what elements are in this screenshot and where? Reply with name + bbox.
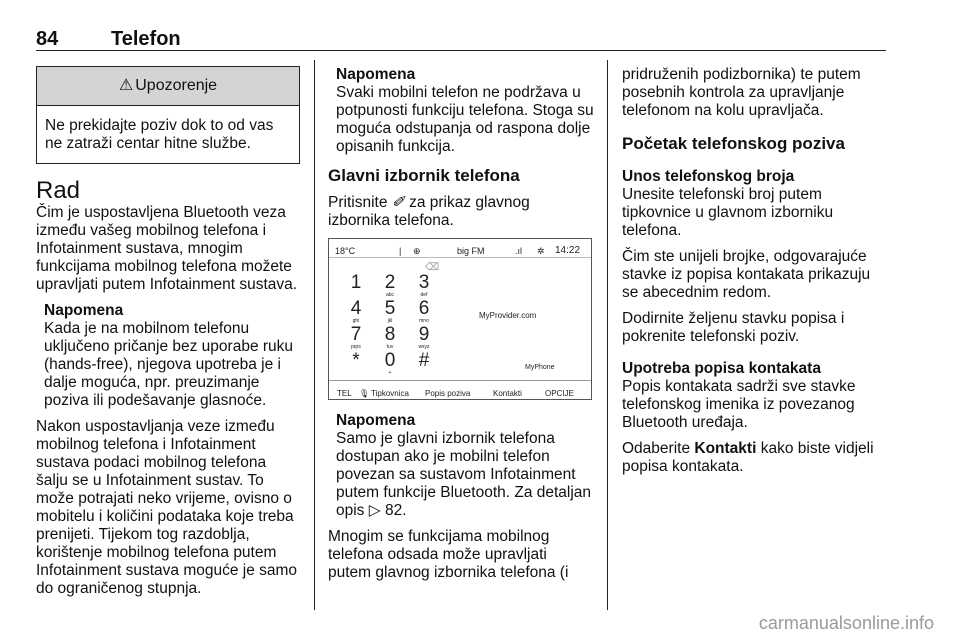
clock: 14:22 xyxy=(555,245,581,256)
keypad-key: 4 ghi xyxy=(350,298,362,324)
screen-tab-bar xyxy=(329,380,591,399)
column-divider xyxy=(607,60,608,610)
paragraph-text: za prikaz glavnog izbornika telefona. xyxy=(328,194,530,229)
tab-tel: TEL xyxy=(337,389,352,398)
phone-main-menu-screenshot xyxy=(328,238,592,400)
temperature: 18°C xyxy=(335,246,356,256)
column-3 xyxy=(622,66,888,484)
note-title: Napomena xyxy=(44,302,124,319)
paragraph: Mnogim se funkcijama mobilnog telefona odsada može upravljati putem glavnog izbornika telefona (i xyxy=(328,528,569,581)
note-text: Svaki mobilni telefon ne podržava u potpunosti funkciju telefona. Stoga su moguća odstupanja od raspona dolje opisanih funkcija. xyxy=(336,84,594,155)
warning-icon: ⚠ xyxy=(118,77,134,94)
phone-name: MyPhone xyxy=(525,364,555,371)
provider-name: MyProvider.com xyxy=(479,311,537,320)
note xyxy=(44,302,300,410)
backspace-icon: ⌫ xyxy=(425,262,440,273)
keypad-key: 7 pqrs xyxy=(350,324,362,350)
watermark: carmanualsonline.info xyxy=(758,613,934,633)
column-2 xyxy=(328,66,594,590)
column-divider xyxy=(314,60,315,610)
paragraph: pridruženih podizbornika) te putem posebnih kontrola za upravljanje telefonom na kolu upravljača. xyxy=(622,66,861,119)
section-heading: Početak telefonskog poziva xyxy=(622,134,845,153)
navigation-icon: ⊕ xyxy=(413,246,421,256)
page-reference-icon: ▷ xyxy=(368,502,381,519)
section-heading: Glavni izbornik telefona xyxy=(328,166,520,185)
tab-options: OPCIJE xyxy=(545,389,574,398)
contacts-label: Kontakti xyxy=(694,440,757,457)
warning-title: Upozorenje xyxy=(135,77,218,94)
page-reference: 82. xyxy=(384,502,407,519)
paragraph-text: Pritisnite xyxy=(328,194,388,211)
keypad-key: 3 def xyxy=(418,272,430,298)
warning-header xyxy=(37,67,299,106)
paragraph: Popis kontakata sadrži sve stavke telefonskog imenika iz povezanog Bluetooth uređaja. xyxy=(622,378,856,431)
tab-keypad: Tipkovnica xyxy=(371,385,409,400)
paragraph xyxy=(328,194,594,230)
keypad-key: 6 mno xyxy=(418,298,430,324)
note-text: Kada je na mobilnom telefonu uključeno pričanje bez uporabe ruku (hands-free), njegova upotreba je i dalje moguća, npr. preuzimanje poziva ili podešavanje glasnoće. xyxy=(44,320,294,409)
note xyxy=(336,66,594,156)
subheading: Unos telefonskog broja xyxy=(622,168,795,185)
paragraph: Čim je uspostavljena Bluetooth veza između vašeg mobilnog telefona i Infotainment sustava, mnogim funkcijama mobilnog telefona možete upravljati putem Infotainment sustava. xyxy=(36,204,298,293)
radio-station: big FM xyxy=(457,246,485,256)
microphone-icon: 🎙 xyxy=(359,389,370,398)
paragraph: Unesite telefonski broj putem tipkovnice u glavnom izborniku telefona. xyxy=(622,186,834,239)
note xyxy=(336,412,594,520)
paragraph: Nakon uspostavljanja veze između mobilnog telefona i Infotainment sustava podaci mobilnog telefona šalju se u Infotainment sustav. To može potrajati neko vrijeme, ovisno o mobitelu i količini podataka koje treba prenijeti. Tijekom tog razdoblja, korištenje mobilnog telefona putem Infotainment sustava moguće je samo do ograničenog stupnja. xyxy=(36,418,298,597)
phone-icon: ✐ xyxy=(391,194,405,211)
page-number: 84 xyxy=(36,28,59,50)
note-title: Napomena xyxy=(336,412,416,429)
divider-icon: | xyxy=(399,246,402,256)
paragraph: Odaberite Kontakti kako biste vidjeli popisa kontakata. xyxy=(622,440,874,475)
settings-icon: ✲ xyxy=(537,246,545,256)
keypad-key: * xyxy=(352,350,360,371)
keypad-key: 5 jkl xyxy=(384,298,396,324)
paragraph: Čim ste unijeli brojke, odgovarajuće stavke iz popisa kontakata prikazuju se abecednim redom. xyxy=(622,248,871,301)
keypad-key: 2 abc xyxy=(384,272,396,298)
chapter-title: Telefon xyxy=(111,28,181,50)
keypad-key: 9 wxyz xyxy=(418,324,430,350)
page-header xyxy=(36,24,886,51)
column-1 xyxy=(36,66,300,606)
section-heading: Rad xyxy=(36,177,81,204)
warning-text: Ne prekidajte poziv dok to od vas ne zatraži centar hitne službe. xyxy=(45,117,274,152)
note-title: Napomena xyxy=(336,66,416,83)
keypad-key: 8 tuv xyxy=(384,324,396,350)
paragraph: Dodirnite željenu stavku popisa i pokrenite telefonski poziv. xyxy=(622,310,845,345)
warning-box xyxy=(36,66,300,164)
subheading: Upotreba popisa kontakata xyxy=(622,360,821,377)
keypad-key: 1 xyxy=(350,272,362,293)
signal-icon: .ıl xyxy=(515,246,523,256)
keypad-key: 0 + xyxy=(384,350,396,376)
status-bar xyxy=(329,239,591,258)
tab-call-list: Popis poziva xyxy=(425,389,471,398)
note-text: Samo je glavni izbornik telefona dostupan ako je mobilni telefon povezan sa sustavom Infotainment putem funkcije Bluetooth. Za detaljan opis ▷ 82. xyxy=(336,430,592,519)
tab-contacts: Kontakti xyxy=(493,389,522,398)
keypad-key: # xyxy=(418,350,430,371)
